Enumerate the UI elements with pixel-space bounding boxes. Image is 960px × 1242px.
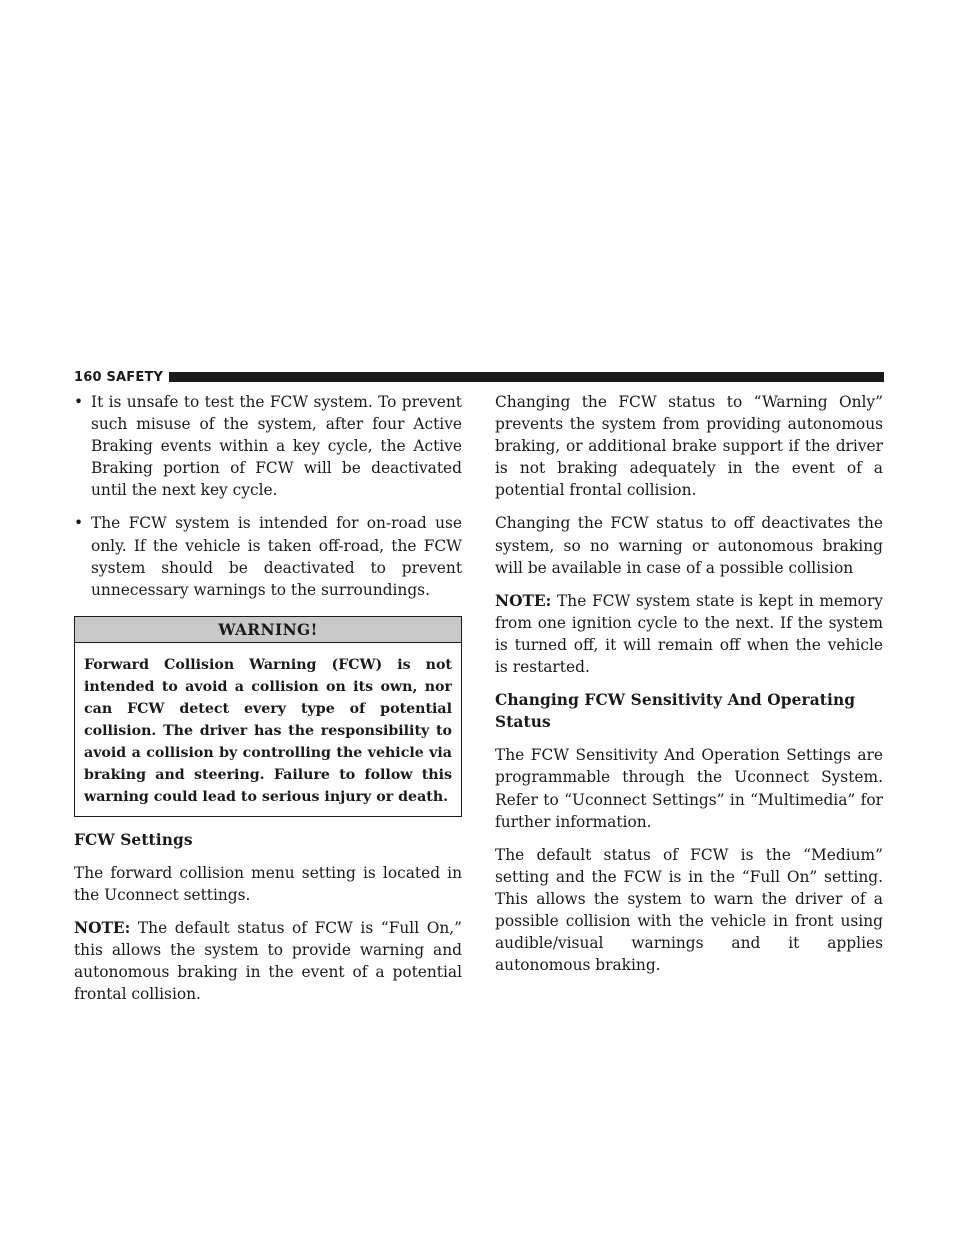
bullet-icon: •: [74, 514, 84, 533]
header-rule: [169, 372, 884, 382]
paragraph: The default status of FCW is the “Medium” setting and the FCW is in the “Full On” setting. This allows the system to warn the driver of a possible collision with the vehicle in front using audible/visual warnings and it applies autonomous braking.: [495, 845, 883, 975]
warning-body: Forward Collision Warning (FCW) is not intended to avoid a collision on its own, nor can FCW detect every type of potential collision. The driver has the responsibility to avoid a collision by controlling the vehicle via braking and steering. Failure to follow this warning could lead to serious injury or death.: [84, 656, 452, 805]
bullet-text: The FCW system is intended for on-road use only. If the vehicle is taken off-road, the FCW system should be deactivated to prevent unnecessary warnings to the surroundings.: [91, 514, 462, 599]
warning-box: [74, 616, 462, 817]
bullet-icon: •: [74, 393, 84, 411]
paragraph: Changing the FCW status to off deactivates the system, so no warning or autonomous braking will be available in case of a possible collision: [495, 514, 883, 577]
page-header: [74, 370, 884, 386]
note-paragraph: [495, 590, 883, 678]
note-label: NOTE:: [495, 591, 552, 610]
left-column: [74, 391, 462, 1017]
bullet-text: It is unsafe to test the FCW system. To prevent such misuse of the system, after four Active Braking events within a key cycle, the Active Braking portion of FCW will be deactivated until the next key cycle.: [91, 393, 462, 500]
note-text: The default status of FCW is “Full On,” this allows the system to provide warning and autonomous braking in the event of a potential frontal collision.: [74, 919, 462, 1004]
bullet-list: [74, 391, 462, 601]
right-column: [495, 391, 883, 987]
list-item: [74, 512, 462, 600]
paragraph: Changing the FCW status to “Warning Only” prevents the system from providing autonomous braking, or additional brake support if the driver is not braking adequately in the event of a potential frontal collision.: [495, 393, 883, 500]
warning-title: WARNING!: [75, 617, 461, 643]
section-heading-fcw-settings: FCW Settings: [74, 830, 193, 849]
paragraph: The forward collision menu setting is located in the Uconnect settings.: [74, 863, 462, 905]
paragraph: The FCW Sensitivity And Operation Settings are programmable through the Uconnect System. Refer to “Uconnect Settings” in “Multimedia” for further information.: [495, 746, 883, 831]
note-text: The FCW system state is kept in memory from one ignition cycle to the next. If the system is turned off, it will remain off when the vehicle is restarted.: [495, 591, 883, 677]
note-label: NOTE:: [74, 919, 131, 938]
note-paragraph: [74, 917, 462, 1005]
page-number-section-label: 160 SAFETY: [74, 370, 164, 385]
section-heading-sensitivity: Changing FCW Sensitivity And Operating Status: [495, 691, 856, 732]
list-item: [74, 391, 462, 501]
